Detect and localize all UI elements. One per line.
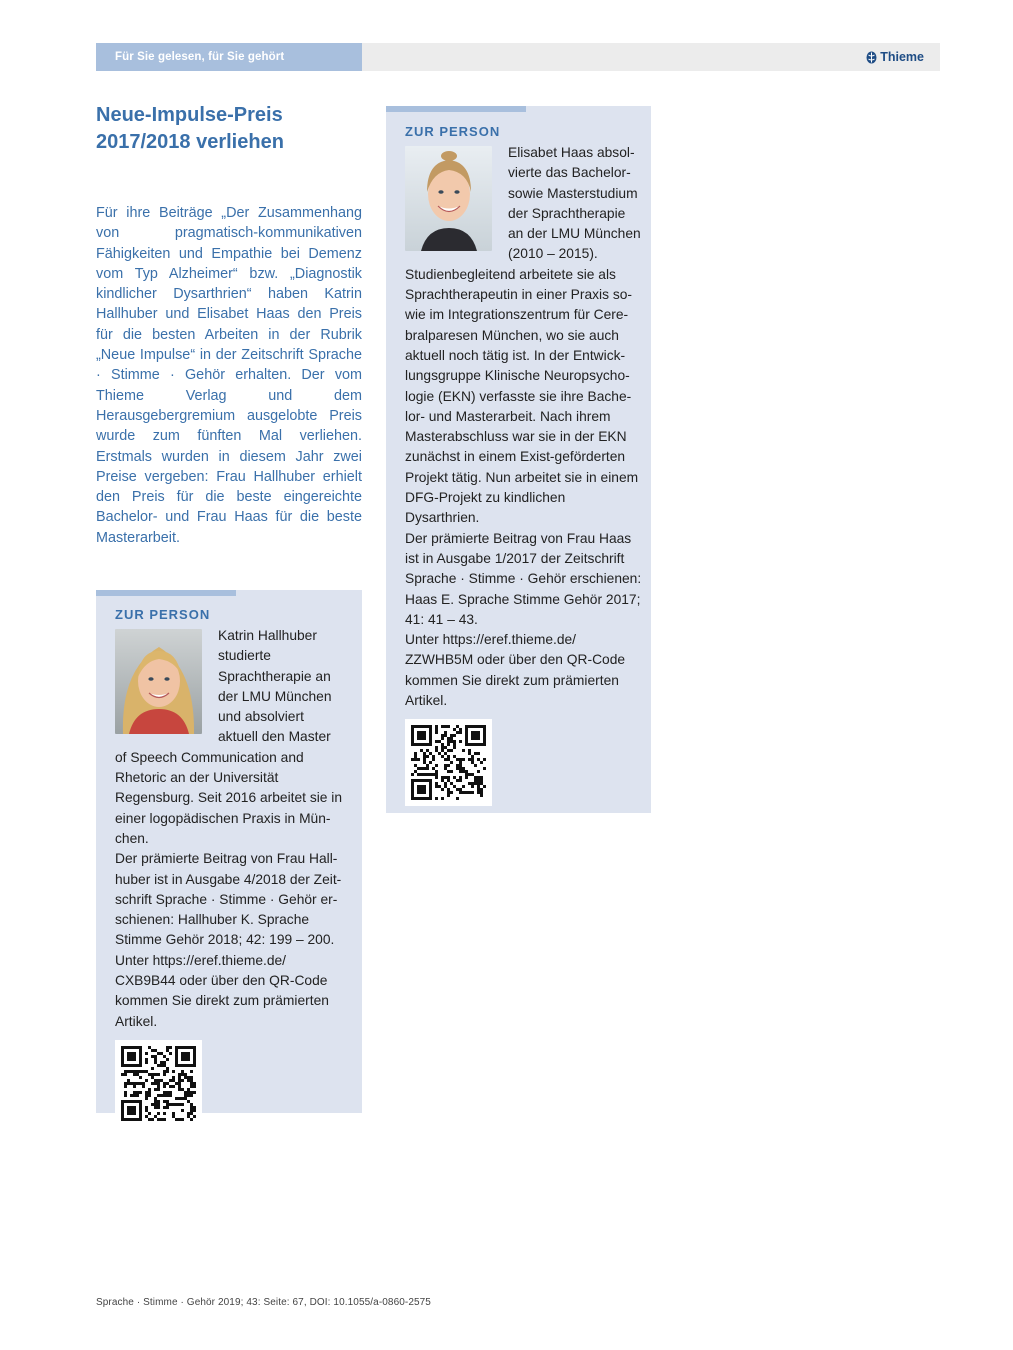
profile-award: Der prämierte Beitrag von Frau Hallhuber ist in Ausgabe 4/2018 der Zeitschrift Sprache · Stimme · Gehör erschienen: Hallhuber K. Sprache Stimme Gehör 2018; 42: 199 – 200. <box>115 851 342 948</box>
article-intro: Für ihre Beiträge „Der Zusammenhang von pragmatisch-kommunikativen Fähigkeiten und Empathie bei Demenz vom Typ Alzheimer“ bzw. „Diagnostik kindlicher Dysarthrien“ haben Katrin Hallhuber und Elisabet Haas den Preis für die besten Arbeiten in der Rubrik „Neue Impulse“ in der Zeitschrift Sprache · Stimme · Gehör erhalten. Der vom Thieme Verlag und dem Herausgebergremium ausgelobte Preis wurde zum fünften Mal verliehen. Erstmals wurden in diesem Jahr zwei Preise vergeben: Frau Hallhuber erhielt den Preis für die beste eingereichte Bachelor- und Frau Haas für die beste Masterarbeit. <box>96 205 362 546</box>
box-accent-rule <box>386 106 526 112</box>
article-title-line-1: Neue-Impulse-Preis <box>96 104 283 126</box>
profile-bio: Katrin Hallhuber studierte Sprachtherapie an der LMU München und absolviert aktuell den Master of Speech Communication and Rhetoric an der Universität Regensburg. Seit 2016 arbeitet sie in einer logopädischen Praxis in München. <box>115 628 343 846</box>
profile-box-hallhuber <box>96 590 362 1113</box>
portrait-photo-hallhuber <box>115 629 202 734</box>
page-footer-citation: Sprache · Stimme · Gehör 2019; 43: Seite: 67, DOI: 10.1055/a-0860-2575 <box>96 1297 431 1308</box>
brand-name: Thieme <box>880 50 924 64</box>
qr-code-icon[interactable] <box>115 1040 202 1127</box>
thieme-logo-icon <box>866 51 877 64</box>
profile-body <box>115 626 343 1127</box>
profile-heading: ZUR PERSON <box>405 124 501 139</box>
profile-bio: Elisabet Haas absolvierte das Bachelor- sowie Masterstudium der Sprachtherapie an der LMU München (2010 – 2015). Studienbegleitend arbeitete sie als Sprachtherapeutin in einer Praxis sowie im Integrationszentrum für Cerebralparesen München, wo sie auch aktuell noch tätig ist. In der Entwicklungsgruppe Klinische Neuropsychologie (EKN) verfasste sie ihre Bachelor- und Masterarbeit. Nach ihrem Masterabschluss war sie in der EKN zunächst in einem Exist-geförderten Projekt tätig. Nun arbeitet sie in einem DFG-Projekt zu kindlichen Dysarthrien. <box>405 145 641 526</box>
box-accent-rule <box>96 590 236 596</box>
article-title-line-2: 2017/2018 verliehen <box>96 131 284 153</box>
profile-link-text: Unter https://eref.thieme.de/ CXB9B44 oder über den QR-Code kommen Sie direkt zum prämierten Artikel. <box>115 952 329 1029</box>
qr-code-icon[interactable] <box>405 719 492 806</box>
profile-box-haas <box>386 106 651 813</box>
profile-heading: ZUR PERSON <box>115 607 211 622</box>
running-header <box>96 43 940 71</box>
article-title <box>96 102 366 156</box>
profile-body <box>405 143 642 806</box>
profile-link-text: Unter https://eref.thieme.de/ ZZWHB5M oder über den QR-Code kommen Sie direkt zum prämierten Artikel. <box>405 632 626 709</box>
portrait-photo-haas <box>405 146 492 251</box>
publisher-brand <box>866 50 924 64</box>
section-label: Für Sie gelesen, für Sie gehört <box>96 43 362 71</box>
profile-award: Der prämierte Beitrag von Frau Haas ist in Ausgabe 1/2017 der Zeitschrift Sprache · Stimme · Gehör erschienen: Haas E. Sprache Stimme Gehör 2017; 41: 41 – 43. <box>405 530 642 627</box>
